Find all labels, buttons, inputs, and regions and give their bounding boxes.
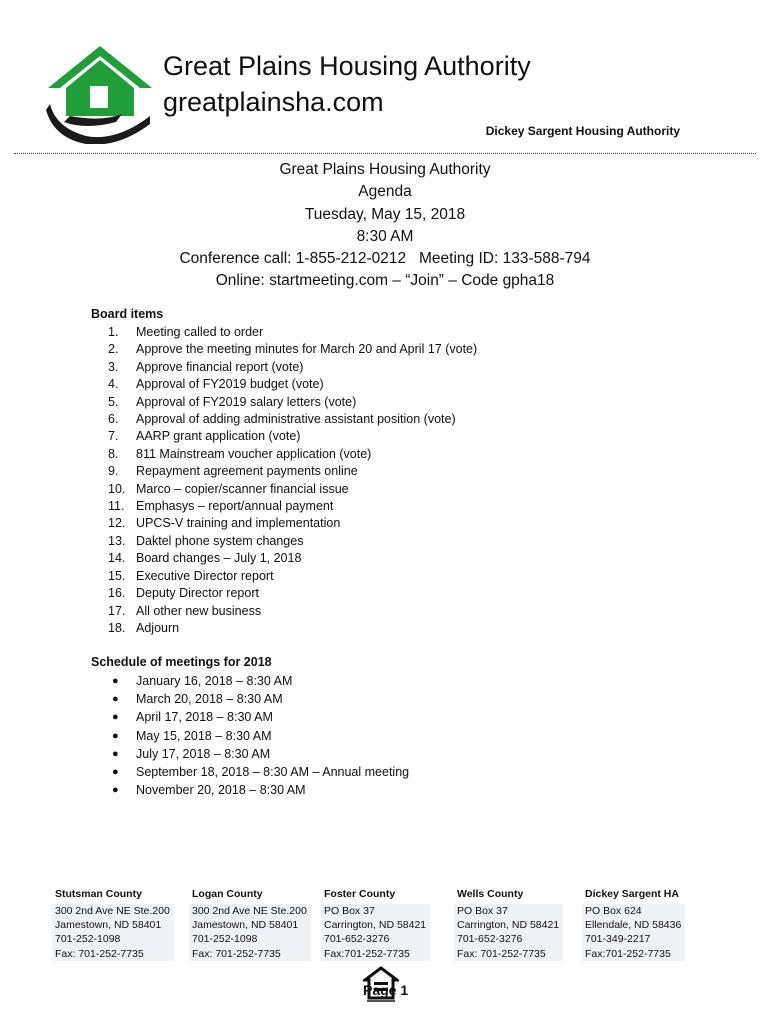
footer-line: 300 2nd Ave NE Ste.200 [192,905,307,917]
board-item-text: Repayment agreement payments online [136,464,358,479]
footer-column [55,886,174,961]
footer-column-name: Stutsman County [55,888,142,900]
bullet-icon: ● [112,729,119,742]
board-item [108,359,477,376]
footer-column-name: Dickey Sargent HA [585,888,679,900]
board-item-text: Daktel phone system changes [136,533,304,548]
title-time: 8:30 AM [356,227,414,245]
house-in-hand-icon [46,44,154,144]
schedule-item [112,763,409,781]
footer-line: PO Box 624 [585,905,642,917]
bullet-icon: ● [112,693,119,706]
board-item [108,411,477,428]
schedule-item [112,781,409,799]
footer-column-name: Foster County [324,888,396,900]
board-item-number: 12. [108,516,126,531]
bullet-icon: ● [112,747,119,760]
agenda-title-block [0,159,770,293]
board-item-number: 14. [108,551,126,566]
footer-column-body [52,904,174,961]
bullet-icon: ● [112,711,119,724]
footer-contacts [55,886,715,962]
footer-column [585,886,685,961]
board-item-text: UPCS-V training and implementation [136,516,341,531]
board-item [108,481,477,498]
board-item-number: 13. [108,533,126,548]
footer-line: Fax: 701-252-7735 [192,947,281,960]
footer-column-body [189,904,311,961]
footer-line: 701-652-3276 [324,933,390,946]
board-item-text: Executive Director report [136,568,274,583]
schedule-item [112,745,409,763]
footer-column [192,886,311,961]
footer-column-name: Logan County [192,888,263,900]
schedule-heading: Schedule of meetings for 2018 [91,655,272,669]
footer-column-name: Wells County [457,888,524,900]
footer-line: 701-252-1098 [192,933,258,946]
footer-line: Fax: 701-252-7735 [55,947,144,960]
board-item-number: 5. [108,394,119,409]
board-item-text: Board changes – July 1, 2018 [136,551,302,566]
board-item [108,324,477,341]
board-items-list [108,324,477,637]
bullet-icon: ● [112,766,119,779]
page-number: Page 1 [363,982,409,998]
footer-column-body [321,904,430,961]
bullet-icon: ● [112,675,119,687]
board-item-text: Approval of FY2019 budget (vote) [136,377,324,392]
board-item [108,620,477,637]
title-online: Online: startmeeting.com – “Join” – Code gpha18 [215,272,555,290]
board-item-text: Emphasys – report/annual payment [136,499,334,514]
board-item-number: 9. [108,464,119,479]
footer-column [457,886,563,961]
board-item-number: 15. [108,568,126,583]
footer-column-body [582,904,685,961]
header-divider [14,153,756,154]
board-item-number: 10. [108,481,126,496]
board-item [108,446,477,463]
footer-line: Fax: 701-252-7735 [457,947,546,960]
board-item-number: 6. [108,412,119,427]
title-org: Great Plains Housing Authority [279,161,491,178]
schedule-item-text: July 17, 2018 – 8:30 AM [136,746,271,761]
board-item [108,498,477,515]
board-item [108,463,477,480]
footer-line: Fax:701-252-7735 [324,947,410,960]
sub-org-name: Dickey Sargent Housing Authority [485,124,680,138]
board-item-number: 11. [108,499,125,514]
footer-line: 300 2nd Ave NE Ste.200 [55,905,170,917]
footer-line: 701-252-1098 [55,933,121,946]
board-item [108,603,477,620]
footer-line: Jamestown, ND 58401 [55,919,162,932]
board-item-number: 17. [108,603,126,618]
schedule-item-text: September 18, 2018 – 8:30 AM – Annual meeting [136,765,410,780]
title-date: Tuesday, May 15, 2018 [304,205,466,223]
board-item-text: Approve the meeting minutes for March 20 and April 17 (vote) [136,342,478,357]
board-item-text: AARP grant application (vote) [136,429,301,444]
board-item [108,533,477,550]
board-item [108,376,477,393]
board-item-text: Approval of FY2019 salary letters (vote) [136,394,357,409]
footer-line: Jamestown, ND 58401 [192,919,299,932]
footer-line: Ellendale, ND 58436 [585,919,682,932]
board-item-number: 8. [108,446,119,461]
board-item-text: 811 Mainstream voucher application (vote) [136,446,372,461]
footer-line: Carrington, ND 58421 [324,919,427,932]
board-item-number: 4. [108,377,119,392]
footer-line: PO Box 37 [457,905,508,917]
board-item-number: 2. [108,342,119,357]
schedule-item-text: November 20, 2018 – 8:30 AM [136,783,306,798]
page-mark [355,966,415,1016]
footer-line: 701-652-3276 [457,933,523,946]
board-item [108,428,477,445]
footer-column [324,886,430,961]
schedule-item-text: January 16, 2018 – 8:30 AM [136,674,293,688]
org-website: greatplainsha.com [163,87,384,117]
board-item-text: All other new business [136,603,262,618]
schedule-item [112,708,409,726]
board-item-text: Adjourn [136,620,180,635]
board-item-number: 18. [108,620,126,635]
board-item [108,550,477,567]
board-item-number: 1. [108,325,119,339]
footer-line: Fax:701-252-7735 [585,947,671,960]
board-item [108,394,477,411]
schedule-item [112,672,409,690]
board-item-text: Deputy Director report [136,586,259,601]
org-name: Great Plains Housing Authority [163,51,531,81]
bullet-icon: ● [112,784,119,797]
board-item [108,515,477,532]
title-doc: Agenda [358,183,412,201]
board-item [108,568,477,585]
board-item-number: 16. [108,586,126,601]
title-conference: Conference call: 1-855-212-0212 Meeting ID: 133-588-794 [179,250,591,268]
schedule-item [112,690,409,708]
footer-line: 701-349-2217 [585,933,651,946]
footer-column-body [454,904,563,961]
board-item-number: 7. [108,429,119,444]
board-item [108,585,477,602]
board-item-text: Approval of adding administrative assistant position (vote) [136,412,456,427]
footer-line: Carrington, ND 58421 [457,919,560,932]
schedule-item-text: March 20, 2018 – 8:30 AM [136,692,283,707]
board-items-heading: Board items [91,307,164,321]
board-item-text: Approve financial report (vote) [136,359,304,374]
schedule-list [112,672,409,799]
board-item [108,341,477,358]
board-item-text: Marco – copier/scanner financial issue [136,481,349,496]
board-item-number: 3. [108,359,119,374]
board-item-text: Meeting called to order [136,325,264,339]
schedule-item [112,727,409,745]
schedule-item-text: April 17, 2018 – 8:30 AM [136,710,273,725]
schedule-item-text: May 15, 2018 – 8:30 AM [136,728,272,743]
footer-line: PO Box 37 [324,905,375,917]
